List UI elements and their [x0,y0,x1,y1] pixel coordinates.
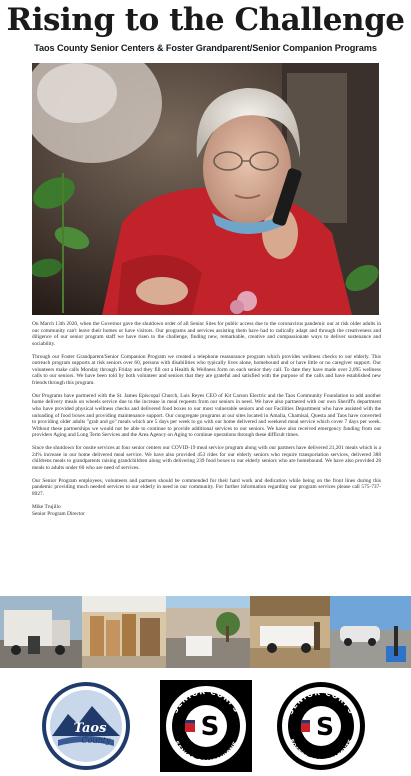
companion-letter: S [200,712,220,742]
paragraph: On March 13th 2020, when the Governor gave the shutdown order of all Senior Sites for public access due to the coronavirus pandemic our at risk older adults in our community can't leave their homes or have visitors. Our programs and services assisting them have had to radically adapt and through the creativeness and diligence of our senior program staff we have risen to the challenge, finding new, remarkable, creative and compassionate ways to deliver sustenance and sociability. [32,321,381,347]
photo-strip [0,596,411,668]
paragraph: Our Programs have partnered with the St. James Episcopal Church, Luis Reyes CEO of Kit Carson Electric and the Taos Community Foundation to add another home delivery meals on wheels service due to the increase in meal requests from our seniors in need. We have also partnered with our own Sheriff's department who have provided physical wellness checks and delivered food boxes to our most vulnerable seniors and our Facilities Department who have assisted with the unloading of food boxes and providing maintenance support. Our congregate programs at our sites located in Amalia, Chamisal, Questa and Taos have converted to providing older adults "grab and go" meals which are 5 days per week to go with our home delivered and weekend meal service which cover 7 days per week. Without these partnerships we would not be able to continue to provide additional services to our seniors. We have also received emergency funding from our providers Aging and Long Term Services and the Area Agency on Aging to continue operations through these difficult times. [32,392,381,439]
fgp-letter: S [315,712,335,741]
photo-food-boxes [82,596,166,668]
photo-truck [0,596,82,668]
companion-top-text: SENIOR CORPS [170,686,242,715]
taos-county-logo [40,680,132,772]
hero-photo [32,63,379,315]
signature-title: Senior Program Director [32,510,85,517]
logos-row [0,680,411,772]
photo-building [166,596,250,668]
senior-companions-logo [160,680,252,772]
paragraph: Since the shutdown for onsite services at four senior centers our COVID-19 meal service program along with our partners have delivered 21,201 meals which is a 24% increase in our home delivered meal service. We have also provided 453 rides for our elderly seniors who require transportation services, delivered 388 childrens meals to grandparents raising grandchildren along with delivering 239 food boxes to our elderly seniors who are homebound. We have also provided 28 meals to adults under 60 who are need of services. [32,445,381,471]
headline: Rising to the Challenge [6,2,405,38]
foster-grandparents-logo [275,680,367,772]
subheadline: Taos County Senior Centers & Foster Grandparent/Senior Companion Programs [34,43,377,53]
fgp-top-text: SENIOR CORPS [285,687,357,716]
paragraph: Our Senior Program employees, volunteers and partners should be commended for their hard work and dedication while being on the front lines during this pandemic providing much needed services to our elderly in need in our community. For further information regarding our program services please call 575-737-8927. [32,477,381,497]
paragraph: Through our Foster Grandparent/Senior Companion Program we created a telephone reassurance program which provides wellness checks to our elderly. This outreach program supports at risk seniors over 60, persons with disabilities who typically lives alone, homebound and or have little or no caregiver support. Our volunteers make calls Monday through Friday and they fill out a Health & Wellness form on each senior they call. To date they have made over 2,095 wellness calls to our seniors. We have been told by both volunteer and seniors that they are grateful and satisfied with the purpose of the calls and have established new friends through this program. [32,353,381,386]
county-word: County [81,736,111,745]
article-body [32,321,381,518]
photo-pickup [250,596,330,668]
signature-name: Mike Trujillo [32,503,61,510]
photo-parking-lot [330,596,411,668]
taos-word: Taos [73,721,107,736]
signature-block [32,504,381,518]
fgp-bottom-text: FOSTER GRANDPARENTS [287,738,355,766]
companion-bottom-text: SENIOR COMPANIONS [172,740,240,767]
